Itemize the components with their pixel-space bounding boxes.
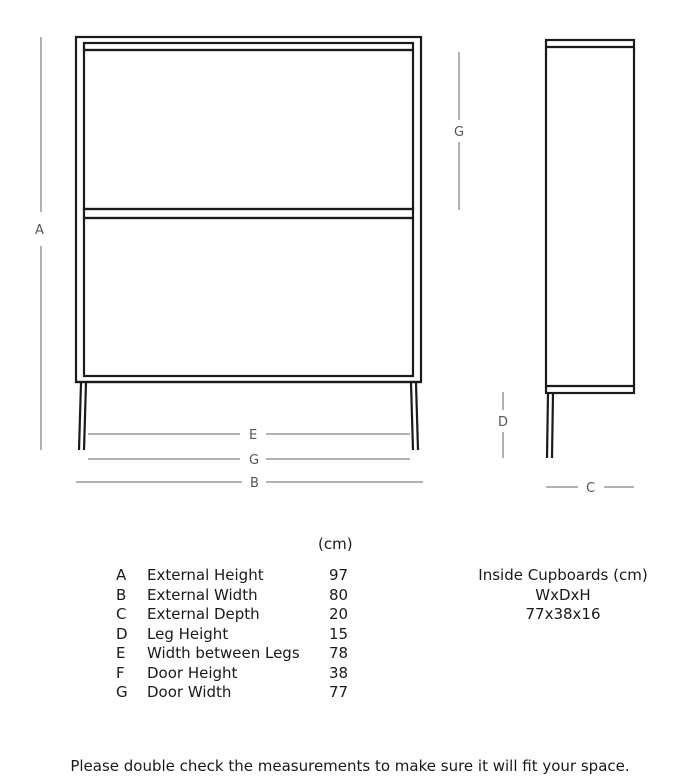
dim-label-c: C <box>586 481 596 496</box>
front-lower-door <box>84 218 413 376</box>
front-middle-shelf <box>84 209 413 218</box>
spec-letter: E <box>116 644 126 662</box>
spec-value: 78 <box>329 644 349 662</box>
dim-label-d: D <box>498 415 509 430</box>
front-left-leg <box>79 383 81 450</box>
dim-label-a: A <box>35 223 44 238</box>
spec-value: 20 <box>329 605 349 623</box>
spec-table <box>116 566 369 703</box>
dim-label-b: B <box>250 476 259 491</box>
inside-cupboards-value: 77x38x16 <box>525 605 601 623</box>
spec-letter: D <box>116 624 128 643</box>
front-right-leg-inner <box>416 383 418 450</box>
dim-label-e: E <box>249 428 258 443</box>
spec-value: 80 <box>329 585 349 604</box>
side-leg-outer <box>547 393 548 458</box>
spec-label: Door Width <box>147 683 232 701</box>
front-view <box>76 37 421 450</box>
spec-row <box>116 566 369 586</box>
spec-label: External Width <box>147 585 258 604</box>
spec-value: 97 <box>329 566 349 584</box>
spec-row <box>116 683 369 703</box>
inside-cupboards-block <box>478 566 648 625</box>
dim-label-g-horizontal: G <box>249 453 260 468</box>
front-right-leg <box>411 383 413 450</box>
units-header: (cm) <box>318 535 353 553</box>
footer-note: Please double check the measurements to make sure it will fit your space. <box>70 757 630 775</box>
spec-row <box>116 586 369 606</box>
spec-row <box>116 605 369 625</box>
dim-label-g-vertical: G <box>454 125 465 140</box>
spec-value: 77 <box>329 683 349 701</box>
spec-value: 38 <box>329 663 349 682</box>
spec-label: External Height <box>147 566 264 584</box>
spec-letter: B <box>116 585 127 604</box>
side-view <box>546 40 634 458</box>
spec-letter: F <box>116 663 125 682</box>
spec-value: 15 <box>329 624 349 643</box>
inside-cupboards-title: Inside Cupboards (cm) <box>478 566 648 584</box>
spec-label: Width between Legs <box>147 644 300 662</box>
spec-row <box>116 625 369 645</box>
spec-letter: A <box>116 566 127 584</box>
spec-row <box>116 664 369 684</box>
spec-letter: C <box>116 605 127 623</box>
spec-row <box>116 644 369 664</box>
spec-label: Leg Height <box>147 624 229 643</box>
side-leg-inner <box>552 393 553 458</box>
side-outer-frame <box>546 40 634 393</box>
spec-label: External Depth <box>147 605 260 623</box>
front-left-leg-inner <box>84 383 86 450</box>
spec-label: Door Height <box>147 663 238 682</box>
front-upper-door <box>84 50 413 209</box>
spec-letter: G <box>116 683 128 701</box>
inside-cupboards-format: WxDxH <box>535 585 591 604</box>
